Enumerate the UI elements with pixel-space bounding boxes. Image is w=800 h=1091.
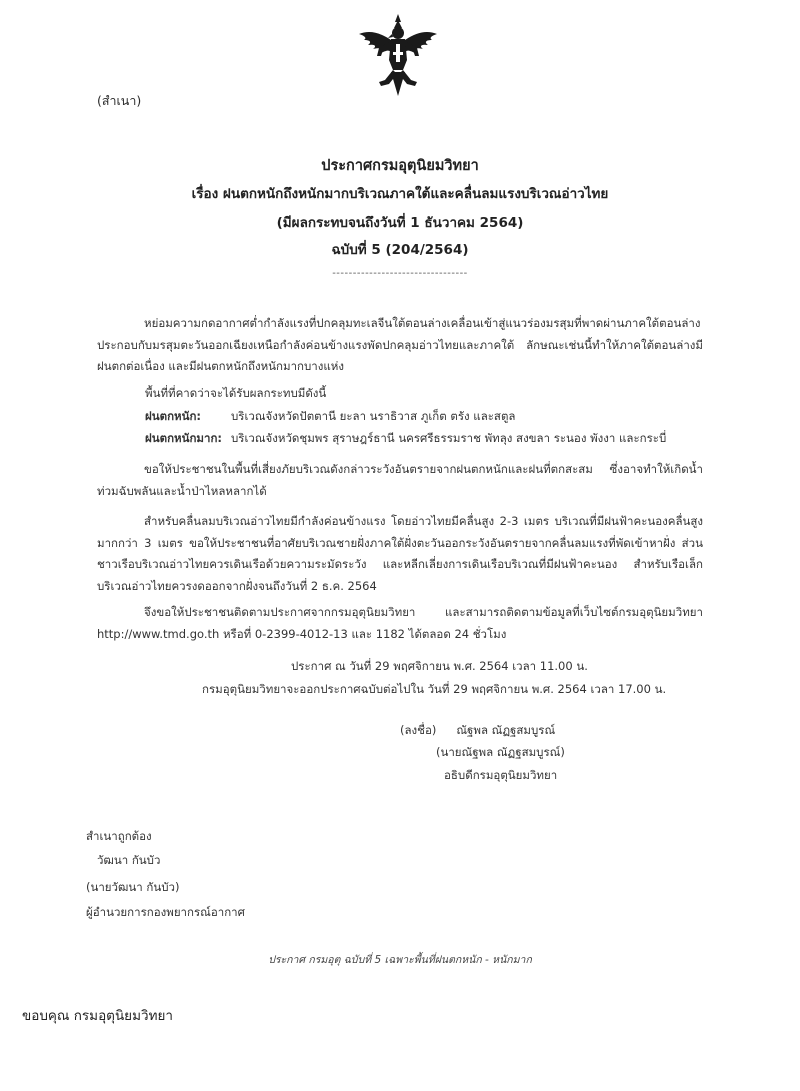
areas-intro: พื้นที่ที่คาดว่าจะได้รับผลกระทบมีดังนี้: [145, 386, 327, 400]
next-announcement: กรมอุตุนิยมวิทยาจะออกประกาศฉบับต่อไปใน วันที่ 29 พฤศจิกายน พ.ศ. 2564 เวลา 17.00 น.: [202, 682, 667, 696]
footer-note: ประกาศ กรมอุตุ ฉบับที่ 5 เฉพาะพื้นที่ฝนตกหนัก - หนักมาก: [268, 954, 532, 966]
paragraph-contact: จึงขอให้ประชาชนติดตามประกาศจากกรมอุตุนิยมวิทยา และสามารถติดตามข้อมูลที่เว็บไซต์กรมอุตุนิยมวิทยา http://www.tmd.go.th หรือที่ 0-2399-4012-13 และ 1182 ได้ตลอด 24 ชั่วโมง: [97, 605, 703, 641]
certifier-full-name: (นายวัฒนา กันบัว): [86, 880, 180, 894]
area-row-heavy-rain: [145, 408, 515, 426]
copy-mark: (สำเนา): [97, 93, 142, 108]
certifier-name: วัฒนา กันบัว: [97, 853, 161, 867]
garuda-emblem-icon: [355, 12, 441, 100]
document-title: ประกาศกรมอุตุนิยมวิทยา: [321, 158, 479, 174]
area-value: บริเวณจังหวัดปัตตานี ยะลา นราธิวาส ภูเก็ต ตรัง และสตูล: [231, 409, 516, 423]
signatory-full-name: (นายณัฐพล ณัฏฐสมบูรณ์): [436, 745, 565, 759]
paragraph-waves: สำหรับคลื่นลมบริเวณอ่าวไทยมีกำลังค่อนข้างแรง โดยอ่าวไทยมีคลื่นสูง 2-3 เมตร บริเวณที่มีฝนฟ้าคะนองคลื่นสูงมากกว่า 3 เมตร ขอให้ประชาชนที่อาศัยบริเวณชายฝั่งภาคใต้ฝั่งตะวันออกระวังอันตรายจากคลื่นลมแรงที่พัดเข้าหาฝั่ง ส่วนชาวเรือบริเวณอ่าวไทยควรเดินเรือด้วยความระมัดระวัง และหลีกเลี่ยงการเดินเรือบริเวณที่มีฝนฟ้าคะนอง สำหรับเรือเล็กบริเวณอ่าวไทยควรงดออกจากฝั่งจนถึงวันที่ 2 ธ.ค. 2564: [97, 514, 703, 593]
paragraph-warning: ขอให้ประชาชนในพื้นที่เสี่ยงภัยบริเวณดังกล่าวระวังอันตรายจากฝนตกหนักและฝนที่ตกสะสม ซึ่งอาจทำให้เกิดน้ำท่วมฉับพลันและน้ำป่าไหลหลากได้: [97, 462, 703, 498]
paragraph-situation: หย่อมความกดอากาศต่ำกำลังแรงที่ปกคลุมทะเลจีนใต้ตอนล่างเคลื่อนเข้าสู่แนวร่องมรสุมที่พาดผ่านภาคใต้ตอนล่าง ประกอบกับมรสุมตะวันออกเฉียงเหนือกำลังค่อนข้างแรงพัดปกคลุมอ่าวไทยและภาคใต้ ลักษณะเช่นนี้ทำให้ภาคใต้ตอนล่างมีฝนตกต่อเนื่อง และมีฝนตกหนักถึงหนักมากบางแห่ง: [97, 316, 703, 373]
certifier-position: ผู้อำนวยการกองพยากรณ์อากาศ: [86, 905, 245, 919]
title-divider: ---------------------------------: [332, 268, 468, 279]
area-value: บริเวณจังหวัดชุมพร สุราษฎร์ธานี นครศรีธรรมราช พัทลุง สงขลา ระนอง พังงา และกระบี่: [231, 431, 667, 445]
document-subject: เรื่อง ฝนตกหนักถึงหนักมากบริเวณภาคใต้และคลื่นลมแรงบริเวณอ่าวไทย: [191, 186, 609, 202]
announcement-date: ประกาศ ณ วันที่ 29 พฤศจิกายน พ.ศ. 2564 เวลา 11.00 น.: [291, 659, 588, 673]
signatory-position: อธิบดีกรมอุตุนิยมวิทยา: [444, 768, 558, 782]
sign-label: (ลงชื่อ): [400, 723, 437, 737]
certified-copy-label: สำเนาถูกต้อง: [86, 829, 152, 843]
area-row-very-heavy-rain: [145, 430, 666, 448]
thanks-caption: ขอบคุณ กรมอุตุนิยมวิทยา: [22, 1008, 173, 1024]
area-label: ฝนตกหนักมาก:: [145, 431, 223, 445]
issue-number: ฉบับที่ 5 (204/2564): [331, 242, 469, 258]
area-label: ฝนตกหนัก:: [145, 409, 202, 423]
signature-line: [400, 722, 555, 740]
signed-name: ณัฐพล ณัฏฐสมบูรณ์: [456, 723, 556, 737]
effective-period: (มีผลกระทบจนถึงวันที่ 1 ธันวาคม 2564): [276, 215, 524, 231]
